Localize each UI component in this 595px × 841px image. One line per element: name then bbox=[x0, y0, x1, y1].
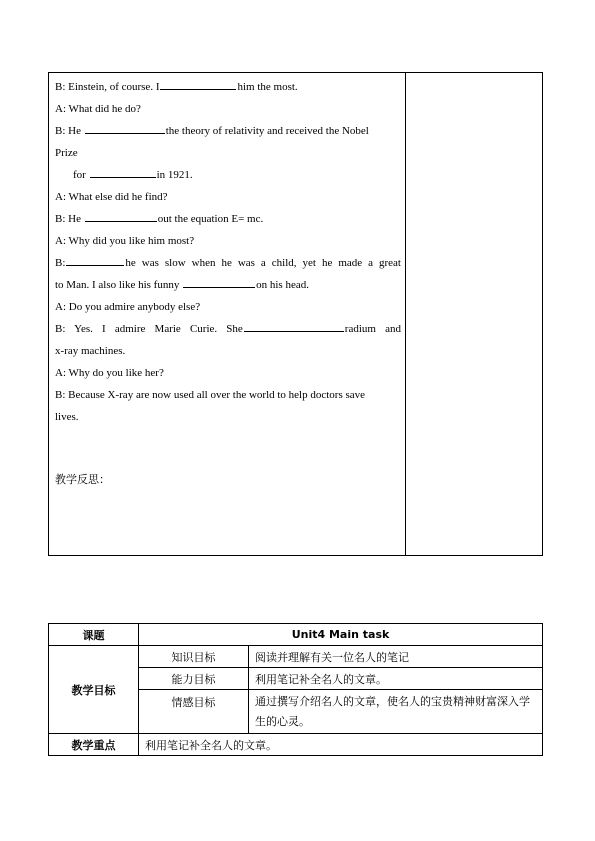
dialogue-line-1 bbox=[55, 76, 401, 98]
dialogue-text: A: Why did you like him most? bbox=[55, 235, 195, 247]
dialogue-line-9 bbox=[55, 252, 401, 274]
dialogue-text: A: What did he do? bbox=[55, 103, 141, 115]
dialogue-text: radium and bbox=[344, 323, 401, 335]
dialogue-line-4 bbox=[55, 142, 401, 164]
dialogue-text: A: Why do you like her? bbox=[55, 367, 164, 379]
dialogue-text: B: He bbox=[55, 125, 84, 137]
dialogue-box bbox=[48, 72, 543, 556]
goal-type: 情感目标 bbox=[139, 690, 249, 734]
dialogue-text: B: Yes. I admire Marie Curie. She bbox=[55, 323, 243, 335]
dialogue-text: A: Do you admire anybody else? bbox=[55, 301, 201, 313]
goal-text: 阅读并理解有关一位名人的笔记 bbox=[249, 646, 543, 668]
dialogue-line-8 bbox=[55, 230, 401, 252]
dialogue-text: B: Because X-ray are now used all over the world to help doctors save bbox=[55, 389, 366, 401]
dialogue-line-12 bbox=[55, 318, 401, 340]
teaching-reflection-label: 教学反思： bbox=[55, 473, 110, 486]
dialogue-line-2 bbox=[55, 98, 401, 120]
dialogue-text: B: He bbox=[55, 213, 84, 225]
key-point-label: 教学重点 bbox=[49, 734, 139, 756]
dialogue-text: on his head. bbox=[256, 279, 309, 291]
goal-type: 知识目标 bbox=[139, 646, 249, 668]
dialogue-line-13 bbox=[55, 340, 401, 362]
goal-text: 通过撰写介绍名人的文章，使名人的宝贵精神财富深入学生的心灵。 bbox=[249, 690, 543, 734]
dialogue-content bbox=[55, 76, 401, 428]
fill-blank bbox=[90, 165, 156, 178]
dialogue-line-11 bbox=[55, 296, 401, 318]
dialogue-text: x-ray machines. bbox=[55, 345, 126, 357]
dialogue-text: he was slow when he was a child, yet he made a great bbox=[125, 257, 401, 269]
dialogue-line-3 bbox=[55, 120, 401, 142]
topic-value: Unit4 Main task bbox=[139, 624, 543, 646]
key-point-value: 利用笔记补全名人的文章。 bbox=[139, 734, 543, 756]
fill-blank bbox=[183, 275, 255, 288]
dialogue-line-10 bbox=[55, 274, 401, 296]
dialogue-line-14 bbox=[55, 362, 401, 384]
fill-blank bbox=[85, 209, 157, 222]
lesson-plan-table bbox=[48, 623, 543, 756]
dialogue-text: lives. bbox=[55, 411, 79, 423]
dialogue-text: Prize bbox=[55, 147, 78, 159]
dialogue-line-16 bbox=[55, 406, 401, 428]
goal-text: 利用笔记补全名人的文章。 bbox=[249, 668, 543, 690]
goal-row bbox=[49, 646, 543, 668]
column-divider bbox=[405, 73, 406, 555]
dialogue-text: B: bbox=[55, 257, 66, 269]
dialogue-text: him the most. bbox=[237, 81, 298, 93]
fill-blank bbox=[66, 253, 124, 266]
goals-label: 教学目标 bbox=[49, 646, 139, 734]
fill-blank bbox=[160, 77, 236, 90]
dialogue-line-15 bbox=[55, 384, 401, 406]
key-point-row bbox=[49, 734, 543, 756]
dialogue-line-5 bbox=[55, 164, 401, 186]
fill-blank bbox=[85, 121, 165, 134]
dialogue-line-7 bbox=[55, 208, 401, 230]
dialogue-text: the theory of relativity and received the Nobel bbox=[165, 125, 369, 137]
dialogue-text: in 1921. bbox=[156, 169, 193, 181]
dialogue-text: out the equation E= mc. bbox=[157, 213, 264, 225]
goal-type: 能力目标 bbox=[139, 668, 249, 690]
dialogue-text: to Man. I also like his funny bbox=[55, 279, 183, 291]
fill-blank bbox=[244, 319, 344, 332]
dialogue-text: for bbox=[73, 169, 89, 181]
dialogue-line-6 bbox=[55, 186, 401, 208]
topic-row bbox=[49, 624, 543, 646]
topic-label: 课题 bbox=[49, 624, 139, 646]
dialogue-text: A: What else did he find? bbox=[55, 191, 168, 203]
dialogue-text: B: Einstein, of course. I bbox=[55, 81, 160, 93]
